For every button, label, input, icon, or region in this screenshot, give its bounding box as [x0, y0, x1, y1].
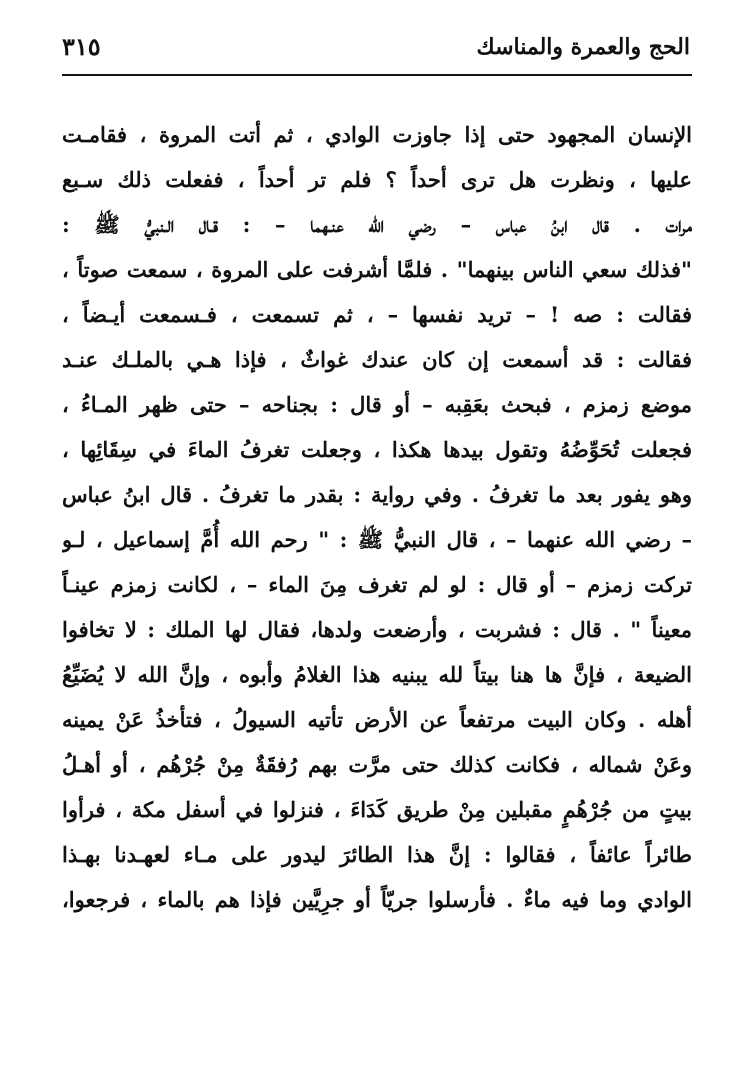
- text-line: – رضي الله عنهما – ، قال النبيُّ ﷺ : " رحم الله أُمَّ إسماعيل ، لـو: [62, 527, 692, 552]
- text-line: فجعلت تُحَوِّضُهُ وتقول بيدها هكذا ، وجعلت تغرفُ الماءَ في سِقَائِها ،: [62, 437, 692, 462]
- text-line: وهو يفور بعد ما تغرفُ . وفي رواية : بقدر ما تغرفُ . قال ابنُ عباس: [62, 482, 692, 507]
- header-rule: [62, 74, 692, 76]
- text-line: بيتٍ من جُرْهُمٍ مقبلين مِنْ طريق كَدَاءَ ، فنزلوا في أسفل مكة ، فرأوا: [62, 797, 692, 822]
- page-header: [62, 28, 690, 74]
- page-number: ٣١٥: [62, 32, 101, 61]
- text-line: طائراً عائفاً ، فقالوا : إنَّ هذا الطائرَ ليدور على مـاء لعهـدنا بهـذا: [62, 842, 692, 867]
- text-line: الإنسان المجهود حتى إذا جاوزت الوادي ، ثم أتت المروة ، فقامـت: [62, 122, 692, 147]
- text-line: مرات . قال ابنُ عباس – رضي الله عنـهما – : قـال الـنبيُّ ﷺ :: [62, 212, 692, 237]
- text-line: الوادي وما فيه ماءٌ . فأرسلوا جريّاً أو جرِيَّين فإذا هم بالماء ، فرجعوا،: [62, 887, 692, 912]
- text-line: فقالت : قد أسمعت إن كان عندك غواثٌ ، فإذا هـي بالملـك عنـد: [62, 347, 692, 372]
- text-line: تركت زمزم – أو قال : لو لم تغرف مِنَ الماء – ، لكانت زمزم عينـاً: [62, 572, 692, 597]
- running-title: الحج والعمرة والمناسك: [476, 34, 690, 60]
- text-line: "فذلك سعي الناس بينهما" . فلمَّا أشرفت على المروة ، سمعت صوتاً ،: [62, 257, 692, 282]
- text-line: الضيعة ، فإنَّ ها هنا بيتاً لله يبنيه هذا الغلامُ وأبوه ، وإنَّ الله لا يُضَيِّعُ: [62, 662, 692, 687]
- body-text: [62, 112, 692, 922]
- text-line: وعَنْ شماله ، فكانت كذلك حتى مرَّت بهم رُفقَةٌ مِنْ جُرْهُم ، أو أهـلُ: [62, 752, 692, 777]
- text-line: فقالت : صه ! – تريد نفسها – ، ثم تسمعت ، فـسمعت أيـضاً ،: [62, 302, 692, 327]
- text-line: موضع زمزم ، فبحث بعَقِبه – أو قال : بجناحه – حتى ظهر المـاءُ ،: [62, 392, 692, 417]
- text-line: عليها ، ونظرت هل ترى أحداً ؟ فلم تر أحداً ، ففعلت ذلك سـبع: [62, 167, 692, 192]
- text-line: أهله . وكان البيت مرتفعاً عن الأرض تأتيه السيولُ ، فتأخذُ عَنْ يمينه: [62, 707, 692, 732]
- text-line: معيناً " . قال : فشربت ، وأرضعت ولدها، فقال لها الملك : لا تخافوا: [62, 617, 692, 642]
